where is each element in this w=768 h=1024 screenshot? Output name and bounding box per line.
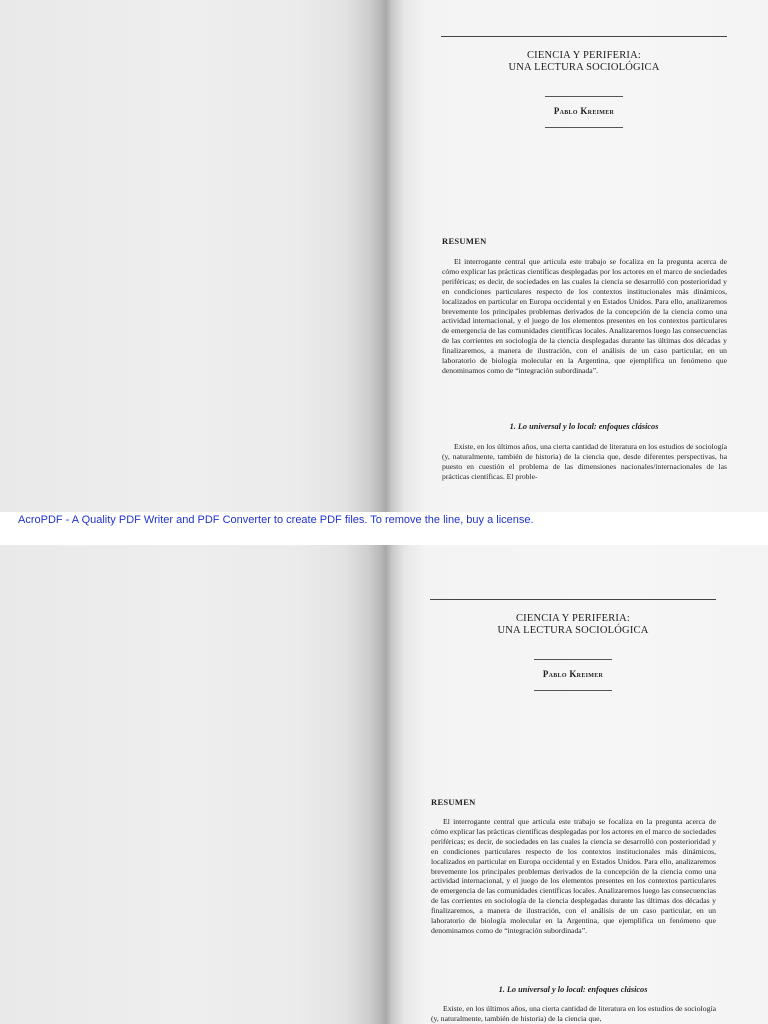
body-paragraph: Existe, en los últimos años, una cierta cantidad de literatura en los estudios de sociología (y, naturalmente, también de historia) de la ciencia que,: [431, 1004, 716, 1023]
author-name: Pablo Kreimer: [542, 669, 604, 679]
section-heading: 1. Lo universal y lo local: enfoques clásicos: [509, 422, 659, 431]
title-line-1: CIENCIA Y PERIFERIA:: [526, 50, 642, 61]
author-rule-top: [534, 659, 612, 660]
article-title: [441, 50, 727, 74]
header-rule: [441, 36, 727, 37]
title-line-1: CIENCIA Y PERIFERIA:: [515, 613, 631, 624]
author-rule-bottom: [545, 127, 623, 128]
abstract-paragraph: El interrogante central que articula este trabajo se focaliza en la pregunta acerca de cómo explicar las prácticas científicas desplegadas por los actores en el marco de sociedades periféricas; es decir, de sociedades en las cuales la ciencia se desarrolló con posterioridad y en condiciones particulares respecto de los contextos institucionales más dinámicos, localizados en particular en Europa occidental y en Estados Unidos. Para ello, analizaremos brevemente los principales problemas derivados de la concepción de la ciencia como una actividad internacional, y el juego de los elementos presentes en los contextos particulares de emergencia de las comunidades científicas locales. Analizaremos luego las consecuencias de las corrientes en sociología de la ciencia desplegadas durante las últimas dos décadas y finalizaremos, a manera de ilustración, con el análisis de un caso particular, en un laboratorio de biología molecular en la Argentina, que ejemplifica un fenómeno que denominamos como de “integración subordinada”.: [442, 257, 727, 375]
author-rule-top: [545, 96, 623, 97]
author-rule-bottom: [534, 690, 612, 691]
title-line-2: UNA LECTURA SOCIOLÓGICA: [497, 625, 649, 636]
watermark-line: AcroPDF - A Quality PDF Writer and PDF Converter to create PDF files. To remove the line, buy a license.: [18, 514, 534, 526]
header-rule: [430, 599, 716, 600]
article-title: [430, 613, 716, 637]
title-line-2: UNA LECTURA SOCIOLÓGICA: [508, 62, 660, 73]
body-paragraph: Existe, en los últimos años, una cierta cantidad de literatura en los estudios de sociología (y, naturalmente, también de historia) de la ciencia que, desde diferentes perspectivas, ha puesto en cuestión el problema de las dimensiones nacionales/internacionales de las prácticas científicas. El proble-: [442, 442, 727, 481]
author-name: Pablo Kreimer: [553, 106, 615, 116]
scanned-page-bottom: [0, 545, 768, 1024]
abstract-paragraph: El interrogante central que articula este trabajo se focaliza en la pregunta acerca de cómo explicar las prácticas científicas desplegadas por los actores en el marco de sociedades periféricas; es decir, de sociedades en las cuales la ciencia se desarrolló con posterioridad y en condiciones particulares respecto de los contextos institucionales más dinámicos, localizados en particular en Europa occidental y en Estados Unidos. Para ello, analizaremos brevemente los principales problemas derivados de la concepción de la ciencia como una actividad internacional, y el juego de los elementos presentes en los contextos particulares de emergencia de las comunidades científicas locales. Analizaremos luego las consecuencias de las corrientes en sociología de la ciencia desplegadas durante las últimas dos décadas y finalizaremos, a manera de ilustración, con el análisis de un caso particular, en un laboratorio de biología molecular en la Argentina, que ejemplifica un fenómeno que denominamos como de “integración subordinada”.: [431, 817, 716, 935]
abstract-heading: RESUMEN: [431, 797, 476, 807]
abstract-heading: RESUMEN: [442, 236, 487, 246]
section-heading: 1. Lo universal y lo local: enfoques clásicos: [498, 985, 648, 994]
